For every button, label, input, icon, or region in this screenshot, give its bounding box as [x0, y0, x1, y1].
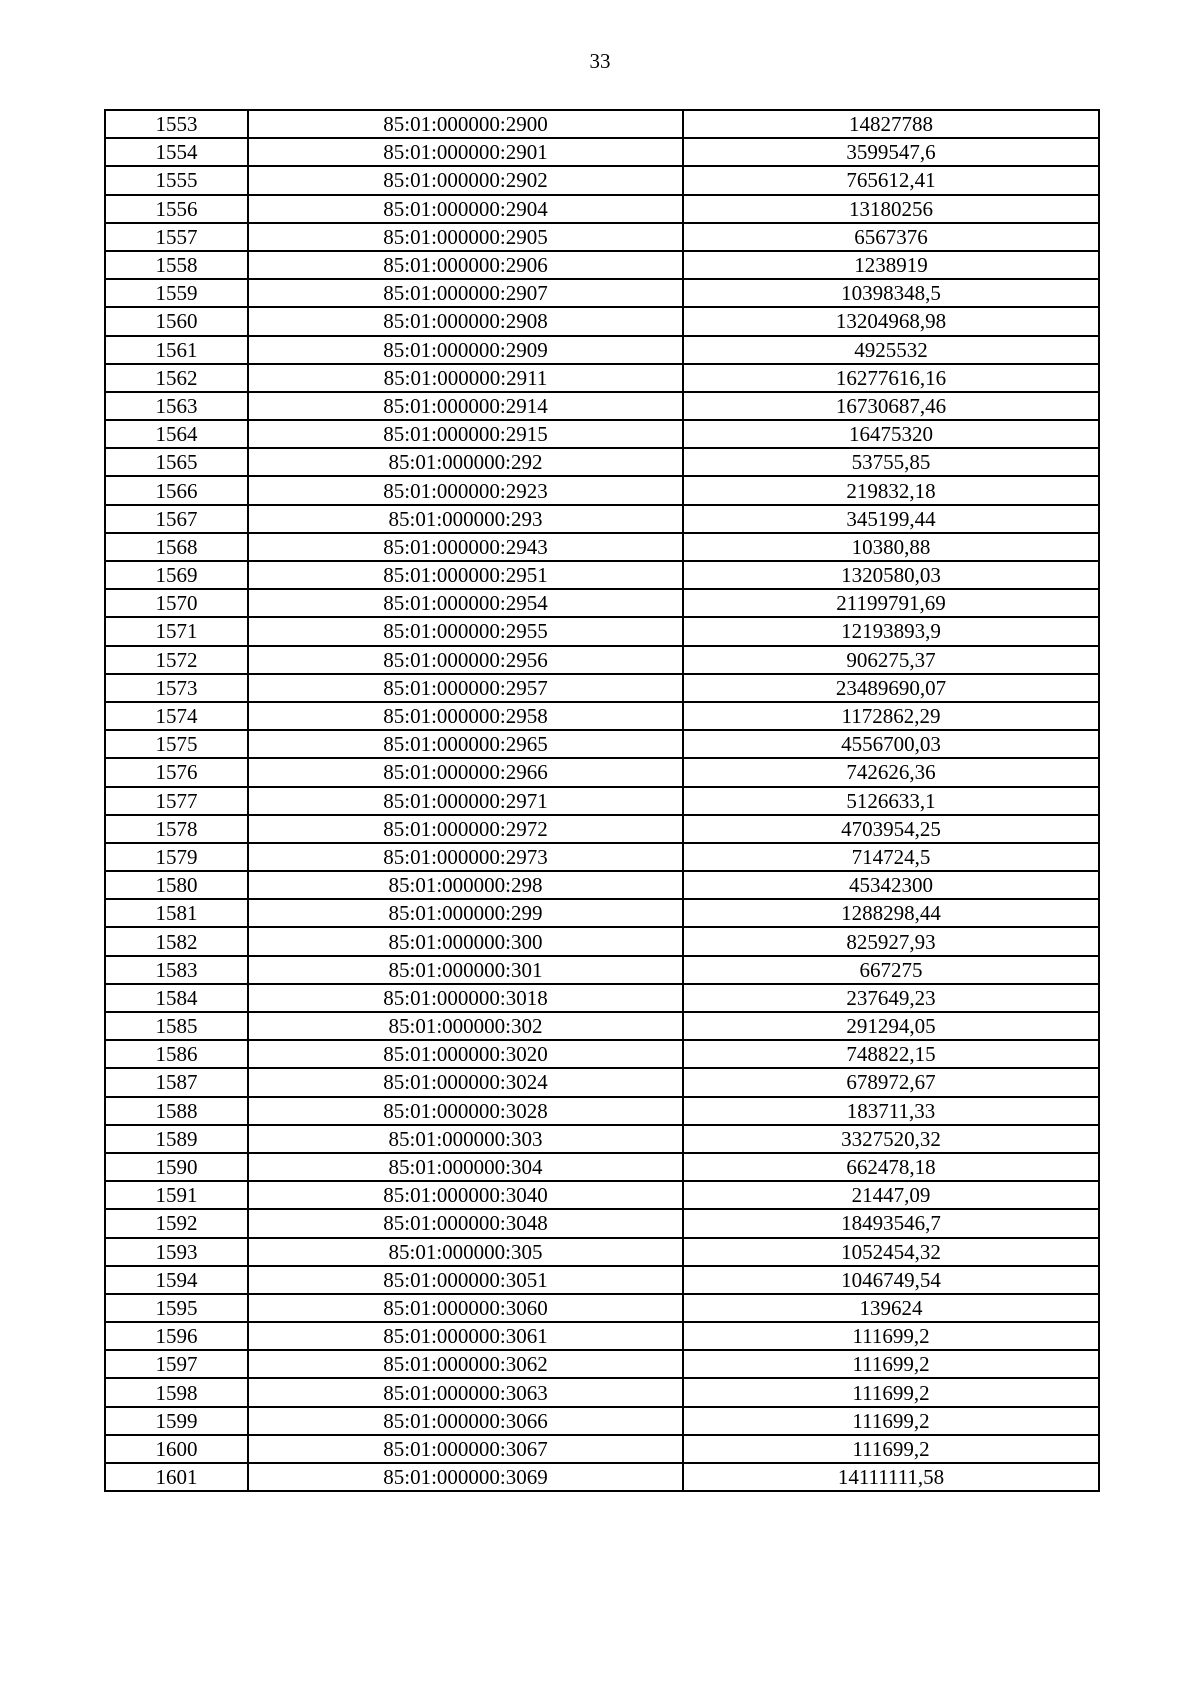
cadastral-number-cell: 85:01:000000:2908: [248, 307, 683, 335]
cadastral-number-cell: 85:01:000000:3066: [248, 1407, 683, 1435]
table-row: [105, 1322, 1099, 1350]
table-row: [105, 1238, 1099, 1266]
value-cell: 111699,2: [683, 1350, 1099, 1378]
value-cell: 1288298,44: [683, 899, 1099, 927]
cadastral-number-cell: 85:01:000000:2911: [248, 364, 683, 392]
cadastral-number-cell: 85:01:000000:3040: [248, 1181, 683, 1209]
value-cell: 345199,44: [683, 505, 1099, 533]
row-number-cell: 1592: [105, 1209, 248, 1237]
cadastral-number-cell: 85:01:000000:293: [248, 505, 683, 533]
table-row: [105, 984, 1099, 1012]
cadastral-number-cell: 85:01:000000:2957: [248, 674, 683, 702]
row-number-cell: 1560: [105, 307, 248, 335]
cadastral-number-cell: 85:01:000000:2900: [248, 110, 683, 138]
table-row: [105, 392, 1099, 420]
row-number-cell: 1567: [105, 505, 248, 533]
row-number-cell: 1600: [105, 1435, 248, 1463]
table-row: [105, 730, 1099, 758]
row-number-cell: 1590: [105, 1153, 248, 1181]
value-cell: 3599547,6: [683, 138, 1099, 166]
table-row: [105, 617, 1099, 645]
value-cell: 183711,33: [683, 1097, 1099, 1125]
value-cell: 5126633,1: [683, 787, 1099, 815]
table-row: [105, 110, 1099, 138]
row-number-cell: 1562: [105, 364, 248, 392]
row-number-cell: 1571: [105, 617, 248, 645]
cadastral-number-cell: 85:01:000000:3024: [248, 1068, 683, 1096]
row-number-cell: 1593: [105, 1238, 248, 1266]
row-number-cell: 1570: [105, 589, 248, 617]
cadastral-number-cell: 85:01:000000:292: [248, 448, 683, 476]
table-row: [105, 843, 1099, 871]
value-cell: 1172862,29: [683, 702, 1099, 730]
row-number-cell: 1584: [105, 984, 248, 1012]
cadastral-number-cell: 85:01:000000:3067: [248, 1435, 683, 1463]
cadastral-number-cell: 85:01:000000:302: [248, 1012, 683, 1040]
value-cell: 111699,2: [683, 1322, 1099, 1350]
table-row: [105, 1435, 1099, 1463]
table-row: [105, 787, 1099, 815]
cadastral-number-cell: 85:01:000000:2909: [248, 336, 683, 364]
row-number-cell: 1574: [105, 702, 248, 730]
row-number-cell: 1561: [105, 336, 248, 364]
row-number-cell: 1564: [105, 420, 248, 448]
cadastral-number-cell: 85:01:000000:2951: [248, 561, 683, 589]
row-number-cell: 1554: [105, 138, 248, 166]
row-number-cell: 1558: [105, 251, 248, 279]
row-number-cell: 1595: [105, 1294, 248, 1322]
row-number-cell: 1566: [105, 476, 248, 504]
value-cell: 13180256: [683, 195, 1099, 223]
table-row: [105, 223, 1099, 251]
cadastral-number-cell: 85:01:000000:2923: [248, 476, 683, 504]
row-number-cell: 1586: [105, 1040, 248, 1068]
table-row: [105, 279, 1099, 307]
cadastral-number-cell: 85:01:000000:2956: [248, 646, 683, 674]
table-row: [105, 1294, 1099, 1322]
row-number-cell: 1587: [105, 1068, 248, 1096]
value-cell: 16730687,46: [683, 392, 1099, 420]
row-number-cell: 1601: [105, 1463, 248, 1491]
value-cell: 13204968,98: [683, 307, 1099, 335]
cadastral-number-cell: 85:01:000000:2906: [248, 251, 683, 279]
cadastral-number-cell: 85:01:000000:2901: [248, 138, 683, 166]
table-row: [105, 758, 1099, 786]
row-number-cell: 1553: [105, 110, 248, 138]
table-row: [105, 420, 1099, 448]
cadastral-number-cell: 85:01:000000:2965: [248, 730, 683, 758]
table-row: [105, 674, 1099, 702]
table-row: [105, 1153, 1099, 1181]
cadastral-number-cell: 85:01:000000:3060: [248, 1294, 683, 1322]
value-cell: 12193893,9: [683, 617, 1099, 645]
value-cell: 111699,2: [683, 1407, 1099, 1435]
table-row: [105, 956, 1099, 984]
value-cell: 714724,5: [683, 843, 1099, 871]
value-cell: 111699,2: [683, 1435, 1099, 1463]
cadastral-number-cell: 85:01:000000:3028: [248, 1097, 683, 1125]
cadastral-number-cell: 85:01:000000:2907: [248, 279, 683, 307]
row-number-cell: 1555: [105, 166, 248, 194]
value-cell: 1052454,32: [683, 1238, 1099, 1266]
value-cell: 237649,23: [683, 984, 1099, 1012]
table-row: [105, 505, 1099, 533]
cadastral-number-cell: 85:01:000000:2905: [248, 223, 683, 251]
table-row: [105, 927, 1099, 955]
row-number-cell: 1577: [105, 787, 248, 815]
value-cell: 18493546,7: [683, 1209, 1099, 1237]
value-cell: 906275,37: [683, 646, 1099, 674]
cadastral-number-cell: 85:01:000000:3020: [248, 1040, 683, 1068]
value-cell: 742626,36: [683, 758, 1099, 786]
cadastral-number-cell: 85:01:000000:2971: [248, 787, 683, 815]
table-row: [105, 1266, 1099, 1294]
value-cell: 14111111,58: [683, 1463, 1099, 1491]
row-number-cell: 1576: [105, 758, 248, 786]
value-cell: 21447,09: [683, 1181, 1099, 1209]
value-cell: 4703954,25: [683, 815, 1099, 843]
cadastral-number-cell: 85:01:000000:3061: [248, 1322, 683, 1350]
table-row: [105, 1097, 1099, 1125]
value-cell: 825927,93: [683, 927, 1099, 955]
row-number-cell: 1591: [105, 1181, 248, 1209]
row-number-cell: 1589: [105, 1125, 248, 1153]
row-number-cell: 1583: [105, 956, 248, 984]
table-row: [105, 166, 1099, 194]
cadastral-number-cell: 85:01:000000:2966: [248, 758, 683, 786]
row-number-cell: 1594: [105, 1266, 248, 1294]
row-number-cell: 1573: [105, 674, 248, 702]
table-row: [105, 1407, 1099, 1435]
cadastral-number-cell: 85:01:000000:2958: [248, 702, 683, 730]
value-cell: 219832,18: [683, 476, 1099, 504]
table-row: [105, 533, 1099, 561]
row-number-cell: 1556: [105, 195, 248, 223]
table-row: [105, 702, 1099, 730]
value-cell: 139624: [683, 1294, 1099, 1322]
cadastral-number-cell: 85:01:000000:299: [248, 899, 683, 927]
cadastral-number-cell: 85:01:000000:3051: [248, 1266, 683, 1294]
row-number-cell: 1585: [105, 1012, 248, 1040]
value-cell: 748822,15: [683, 1040, 1099, 1068]
table-row: [105, 1378, 1099, 1406]
row-number-cell: 1588: [105, 1097, 248, 1125]
cadastral-number-cell: 85:01:000000:2955: [248, 617, 683, 645]
value-cell: 53755,85: [683, 448, 1099, 476]
cadastral-number-cell: 85:01:000000:2972: [248, 815, 683, 843]
cadastral-number-cell: 85:01:000000:3069: [248, 1463, 683, 1491]
value-cell: 667275: [683, 956, 1099, 984]
row-number-cell: 1559: [105, 279, 248, 307]
value-cell: 16277616,16: [683, 364, 1099, 392]
value-cell: 1238919: [683, 251, 1099, 279]
table-row: [105, 476, 1099, 504]
value-cell: 45342300: [683, 871, 1099, 899]
cadastral-number-cell: 85:01:000000:3062: [248, 1350, 683, 1378]
table-row: [105, 1209, 1099, 1237]
value-cell: 662478,18: [683, 1153, 1099, 1181]
cadastral-number-cell: 85:01:000000:3018: [248, 984, 683, 1012]
cadastral-number-cell: 85:01:000000:303: [248, 1125, 683, 1153]
table-row: [105, 899, 1099, 927]
cadastral-number-cell: 85:01:000000:3063: [248, 1378, 683, 1406]
value-cell: 23489690,07: [683, 674, 1099, 702]
cadastral-number-cell: 85:01:000000:2954: [248, 589, 683, 617]
value-cell: 6567376: [683, 223, 1099, 251]
table-row: [105, 561, 1099, 589]
table-row: [105, 336, 1099, 364]
value-cell: 111699,2: [683, 1378, 1099, 1406]
table-row: [105, 1463, 1099, 1491]
table-row: [105, 1350, 1099, 1378]
row-number-cell: 1575: [105, 730, 248, 758]
value-cell: 678972,67: [683, 1068, 1099, 1096]
row-number-cell: 1598: [105, 1378, 248, 1406]
table-row: [105, 1125, 1099, 1153]
table-row: [105, 251, 1099, 279]
table-row: [105, 1040, 1099, 1068]
row-number-cell: 1578: [105, 815, 248, 843]
cadastral-number-cell: 85:01:000000:304: [248, 1153, 683, 1181]
value-cell: 10380,88: [683, 533, 1099, 561]
table-row: [105, 871, 1099, 899]
row-number-cell: 1597: [105, 1350, 248, 1378]
row-number-cell: 1569: [105, 561, 248, 589]
cadastral-number-cell: 85:01:000000:2915: [248, 420, 683, 448]
value-cell: 1320580,03: [683, 561, 1099, 589]
table-row: [105, 1012, 1099, 1040]
value-cell: 4925532: [683, 336, 1099, 364]
table-row: [105, 364, 1099, 392]
cadastral-number-cell: 85:01:000000:2973: [248, 843, 683, 871]
cadastral-value-table: [104, 109, 1100, 1492]
row-number-cell: 1572: [105, 646, 248, 674]
table-row: [105, 195, 1099, 223]
value-cell: 14827788: [683, 110, 1099, 138]
cadastral-number-cell: 85:01:000000:2943: [248, 533, 683, 561]
row-number-cell: 1599: [105, 1407, 248, 1435]
cadastral-number-cell: 85:01:000000:298: [248, 871, 683, 899]
row-number-cell: 1582: [105, 927, 248, 955]
value-cell: 21199791,69: [683, 589, 1099, 617]
row-number-cell: 1563: [105, 392, 248, 420]
cadastral-number-cell: 85:01:000000:2902: [248, 166, 683, 194]
table-row: [105, 815, 1099, 843]
table-row: [105, 589, 1099, 617]
row-number-cell: 1579: [105, 843, 248, 871]
cadastral-number-cell: 85:01:000000:305: [248, 1238, 683, 1266]
row-number-cell: 1580: [105, 871, 248, 899]
cadastral-number-cell: 85:01:000000:3048: [248, 1209, 683, 1237]
table-body: [105, 110, 1099, 1491]
value-cell: 16475320: [683, 420, 1099, 448]
table-row: [105, 138, 1099, 166]
row-number-cell: 1581: [105, 899, 248, 927]
table-row: [105, 448, 1099, 476]
table-row: [105, 1068, 1099, 1096]
value-cell: 3327520,32: [683, 1125, 1099, 1153]
value-cell: 1046749,54: [683, 1266, 1099, 1294]
value-cell: 765612,41: [683, 166, 1099, 194]
value-cell: 291294,05: [683, 1012, 1099, 1040]
cadastral-number-cell: 85:01:000000:300: [248, 927, 683, 955]
value-cell: 4556700,03: [683, 730, 1099, 758]
row-number-cell: 1568: [105, 533, 248, 561]
value-cell: 10398348,5: [683, 279, 1099, 307]
row-number-cell: 1565: [105, 448, 248, 476]
cadastral-number-cell: 85:01:000000:2914: [248, 392, 683, 420]
row-number-cell: 1557: [105, 223, 248, 251]
table-row: [105, 646, 1099, 674]
cadastral-number-cell: 85:01:000000:2904: [248, 195, 683, 223]
table-row: [105, 307, 1099, 335]
table-row: [105, 1181, 1099, 1209]
cadastral-number-cell: 85:01:000000:301: [248, 956, 683, 984]
row-number-cell: 1596: [105, 1322, 248, 1350]
page-number: 33: [589, 49, 611, 73]
